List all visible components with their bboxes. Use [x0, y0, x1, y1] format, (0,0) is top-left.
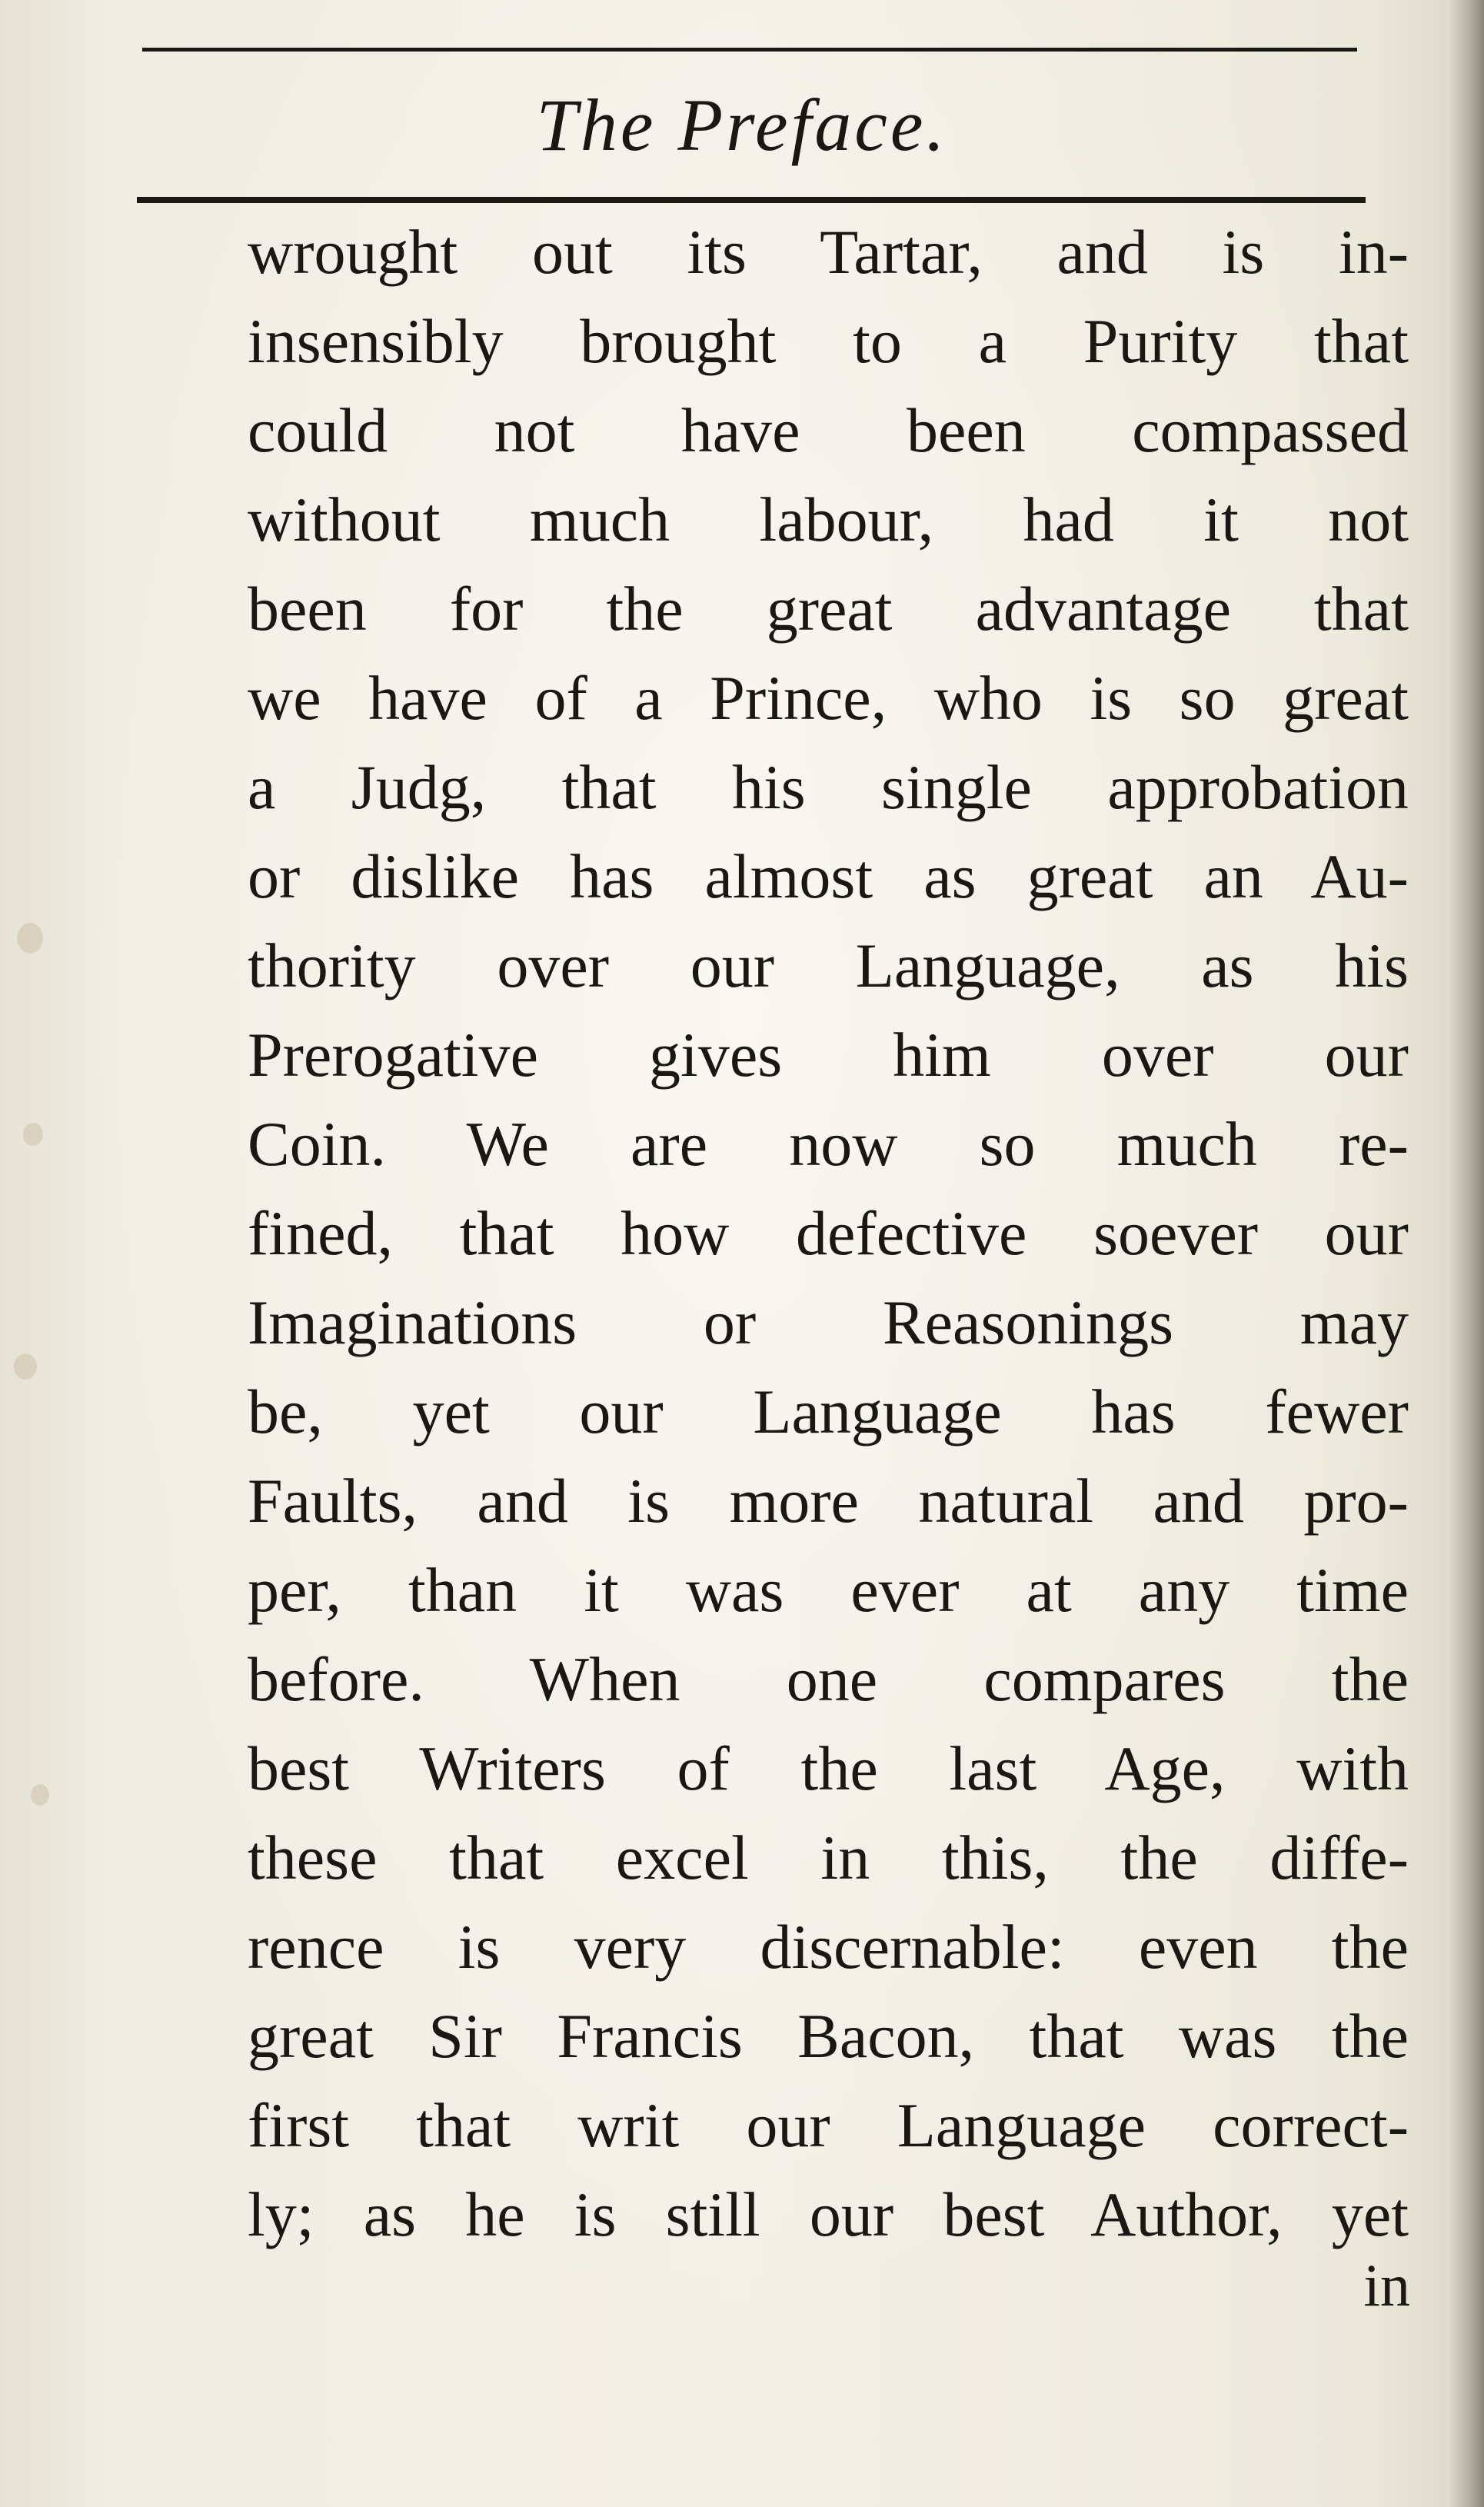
text-line: before. When one compares the [248, 1644, 1409, 1714]
text-line: these that excel in this, the diffe- [248, 1823, 1409, 1893]
text-line: Imaginations or Reasonings may [248, 1287, 1409, 1357]
text-line: insensibly brought to a Purity that [248, 306, 1409, 376]
text-line: great Sir Francis Bacon, that was the [248, 2001, 1409, 2071]
text-line: Prerogative gives him over our [248, 1020, 1409, 1090]
text-line: Faults, and is more natural and pro- [248, 1466, 1409, 1536]
paper-stain [23, 1123, 43, 1146]
text-line: a Judg, that his single approbation [248, 752, 1409, 822]
text-line: could not have been compassed [248, 395, 1409, 465]
paper-stain [14, 1353, 37, 1380]
text-line: wrought out its Tartar, and is in- [248, 217, 1409, 287]
catchword: in [1363, 2252, 1410, 2319]
page-gutter-shadow [1449, 0, 1484, 2507]
running-head: The Preface. [536, 84, 948, 166]
paper-stain [31, 1784, 49, 1806]
text-line: per, than it was ever at any time [248, 1555, 1409, 1625]
header-rule-top [142, 48, 1357, 52]
paper-stain [17, 923, 43, 954]
text-line: be, yet our Language has fewer [248, 1377, 1409, 1447]
body-text [248, 208, 1409, 2259]
text-line: or dislike has almost as great an Au- [248, 841, 1409, 911]
text-line: thority over our Language, as his [248, 931, 1409, 1000]
text-line: rence is very discernable: even the [248, 1912, 1409, 1982]
text-line: we have of a Prince, who is so great [248, 663, 1409, 733]
text-line: without much labour, had it not [248, 484, 1409, 554]
text-line: best Writers of the last Age, with [248, 1733, 1409, 1803]
text-line: ly; as he is still our best Author, yet [248, 2179, 1409, 2249]
text-line: been for the great advantage that [248, 574, 1409, 644]
text-line: Coin. We are now so much re- [248, 1109, 1409, 1179]
text-line: first that writ our Language correct- [248, 2090, 1409, 2160]
text-line: fined, that how defective soever our [248, 1198, 1409, 1268]
header-rule-bottom [137, 197, 1366, 203]
